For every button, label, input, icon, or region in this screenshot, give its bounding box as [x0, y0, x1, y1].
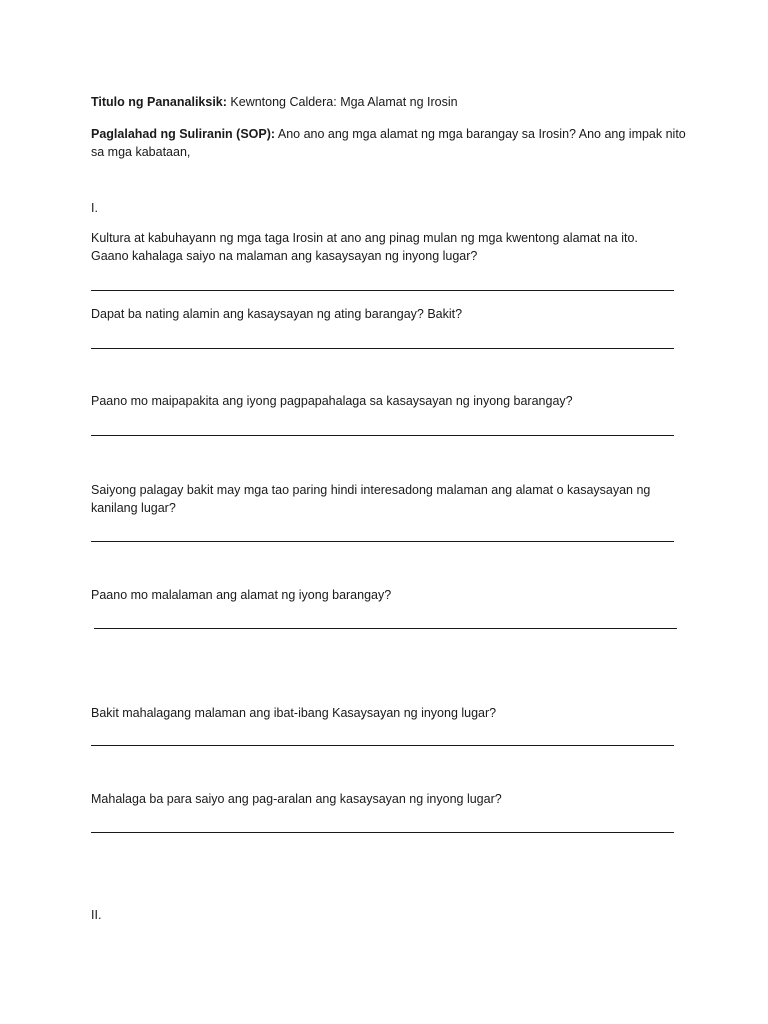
answer-line-3[interactable]: [91, 435, 674, 436]
sop-text-2: sa mga kabataan,: [91, 145, 191, 159]
research-title-label: Titulo ng Pananaliksik:: [91, 95, 227, 109]
answer-line-4[interactable]: [91, 541, 674, 542]
sop-line-2: [91, 143, 691, 161]
question-3: Paano mo maipapakita ang iyong pagpapahalaga sa kasaysayan ng inyong barangay?: [91, 394, 573, 408]
research-title: [91, 93, 691, 111]
question-4-line-1: Saiyong palagay bakit may mga tao paring hindi interesadong malaman ang alamat o kasaysayan ng: [91, 483, 651, 497]
sop-line-1: [91, 125, 691, 143]
question-1-line-2: Gaano kahalaga saiyo na malaman ang kasaysayan ng inyong lugar?: [91, 249, 478, 263]
answer-line-2[interactable]: [91, 348, 674, 349]
sop-label: Paglalahad ng Suliranin (SOP):: [91, 127, 276, 141]
question-1-line-1: Kultura at kabuhayann ng mga taga Irosin at ano ang pinag mulan ng mga kwentong alamat na ito.: [91, 231, 638, 245]
sop-text-1: Ano ano ang mga alamat ng mga barangay sa Irosin? Ano ang impak nito: [277, 127, 686, 141]
section-2-heading: II.: [91, 908, 102, 922]
answer-line-5[interactable]: [94, 628, 677, 629]
answer-line-6[interactable]: [91, 745, 674, 746]
question-5: Paano mo malalaman ang alamat ng iyong barangay?: [91, 588, 392, 602]
answer-line-7[interactable]: [91, 832, 674, 833]
research-title-value: Kewntong Caldera: Mga Alamat ng Irosin: [230, 95, 458, 109]
question-6: Bakit mahalagang malaman ang ibat-ibang Kasaysayan ng inyong lugar?: [91, 706, 497, 720]
question-4-line-2: kanilang lugar?: [91, 501, 176, 515]
question-2: Dapat ba nating alamin ang kasaysayan ng ating barangay? Bakit?: [91, 307, 463, 321]
section-1-heading: I.: [91, 201, 98, 215]
answer-line-1[interactable]: [91, 290, 674, 291]
question-7: Mahalaga ba para saiyo ang pag-aralan ang kasaysayan ng inyong lugar?: [91, 792, 502, 806]
